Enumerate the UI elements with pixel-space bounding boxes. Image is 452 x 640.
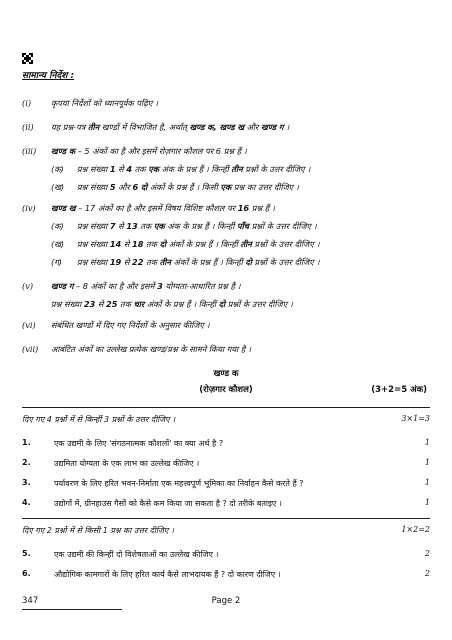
paper-code: 347 [22,596,39,606]
sub-instruction: (ख) प्रश्न संख्या 14 से 18 तक दो अंकों के प्रश्न हैं । किन्हीं तीन प्रश्नों के उत्तर दीजिए । [51,239,320,249]
question-paper-page: सामान्य निर्देश : (i) कृपया निर्देशों को ध्यानपूर्वक पढ़िए । (ii) यह प्रश्न-पत्र तीन खण्डों में विभाजित है, अर्थात् खण्ड क, खण्ड ख और खण्ड ग । (iii) खण्ड क – 5 अंकों का है और इसमें रोज़गार कौशल पर 6 प्रश्न हैं । (क) प्रश्न संख्या 1 से 4 तक एक अंक के प्रश्न हैं । किन्हीं तीन प्रश्नों के उत्तर दीजिए । (ख) प्रश्न संख्या 5 और 6 दो अंकों के प्रश्न हैं । किसी एक प्रश्न का उत्तर दीजिए । (iv) खण्ड ख – 17 अंकों का है और इसमें विषय विशिष्ट कौशल पर 16 प्रश्न हैं । (क) प्रश्न संख्या 7 से 13 तक एक अंक के प्रश्न हैं । किन्हीं पाँच प्रश्नों के उत्तर दीजिए । (ख) प्रश्न संख्या 14 से 18 तक दो अंकों के प्रश्न हैं । किन्हीं तीन प्रश्नों के उत्तर दीजिए । (ग) प्रश्न संख्या 19 से 22 तक तीन अंकों के प्रश्न हैं । किन्हीं दो प्रश्नों के उत्तर दीजिए । (v) खण्ड ग – 8 अंकों का है और इसमें 3 योग्यता-आधारित प्रश्न हैं । प्रश्न संख्या 23 से 25 तक चार अंकों के प्रश्न हैं । किन्हीं दो प्रश्नों के उत्तर दीजिए । (vi) संबंधित खण्डों में दिए गए निर्देशों के अनुसार कीजिए । (vii) आबंटित अंकों का उल्लेख प्रत्येक खण्ड/प्रश्न के सामने किया गया है । खण्ड क (रोज़गार कौशल) (3+2=5 अंक) दिए गए 4 प्रश्नों में से किन्हीं 3 प्रश्नों के उत्तर दीजिए । 3×1=3 1. एक उद्यमी के लिए 'संगठनात्मक कौशलों' का क्या अर्थ है ? 1 2. उद्यमिता योग्यता के एक लाभ का उल्लेख कीजिए । 1 3. पर्यावरण के लिए हरित भवन-निर्माता एक महत्त्वपूर्ण भूमिका का निर्वाहन कैसे करते हैं ? 1 4. उद्योगों में, ग्रीनहाउस गैसों को कैसे कम किया जा सकता है ? दो तरीके बताइए । 1 दिए गए 2 प्रश्नों में से किसी 1 प्रश्न का उत्तर दीजिए । 1×2=2 5. एक उद्यमी की किन्हीं दो विशेषताओं का उल्लेख कीजिए । 2 6. औद्योगिक कामगारों के लिए हरित कार्य कैसे लाभदायक हैं ? दो कारण दीजिए । 2 347 Page 2 [0,0,452,640]
divider [22,407,430,408]
sub-instruction: प्रश्न संख्या 23 से 25 तक चार अंकों के प्रश्न हैं । किन्हीं दो प्रश्नों के उत्तर दीजिए । [51,299,293,309]
sub-instruction: (ख) प्रश्न संख्या 5 और 6 दो अंकों के प्रश्न हैं । किसी एक प्रश्न का उत्तर दीजिए । [51,182,299,192]
footer-rule [22,609,122,610]
general-instructions-heading: सामान्य निर्देश : [22,71,75,81]
section-subtitle: (रोज़गार कौशल) [199,385,253,395]
sub-instruction: (क) प्रश्न संख्या 7 से 13 तक एक अंक के प्रश्न हैं । किन्हीं पाँच प्रश्नों के उत्तर दीजिए । [51,221,317,231]
section-marks: (3+2=5 अंक) [371,385,427,395]
divider [22,518,430,519]
group-instruction: दिए गए 4 प्रश्नों में से किन्हीं 3 प्रश्नों के उत्तर दीजिए । 3×1=3 [22,414,430,424]
page-number: Page 2 [211,596,241,606]
sub-instruction: (क) प्रश्न संख्या 1 से 4 तक एक अंक के प्रश्न हैं । किन्हीं तीन प्रश्नों के उत्तर दीजिए । [51,164,311,174]
qr-code-icon [22,53,33,64]
sub-instruction: (ग) प्रश्न संख्या 19 से 22 तक तीन अंकों के प्रश्न हैं । किन्हीं दो प्रश्नों के उत्तर दीजिए । [51,257,320,267]
section-title: खण्ड क [213,369,239,379]
group-instruction: दिए गए 2 प्रश्नों में से किसी 1 प्रश्न का उत्तर दीजिए । 1×2=2 [22,525,430,535]
